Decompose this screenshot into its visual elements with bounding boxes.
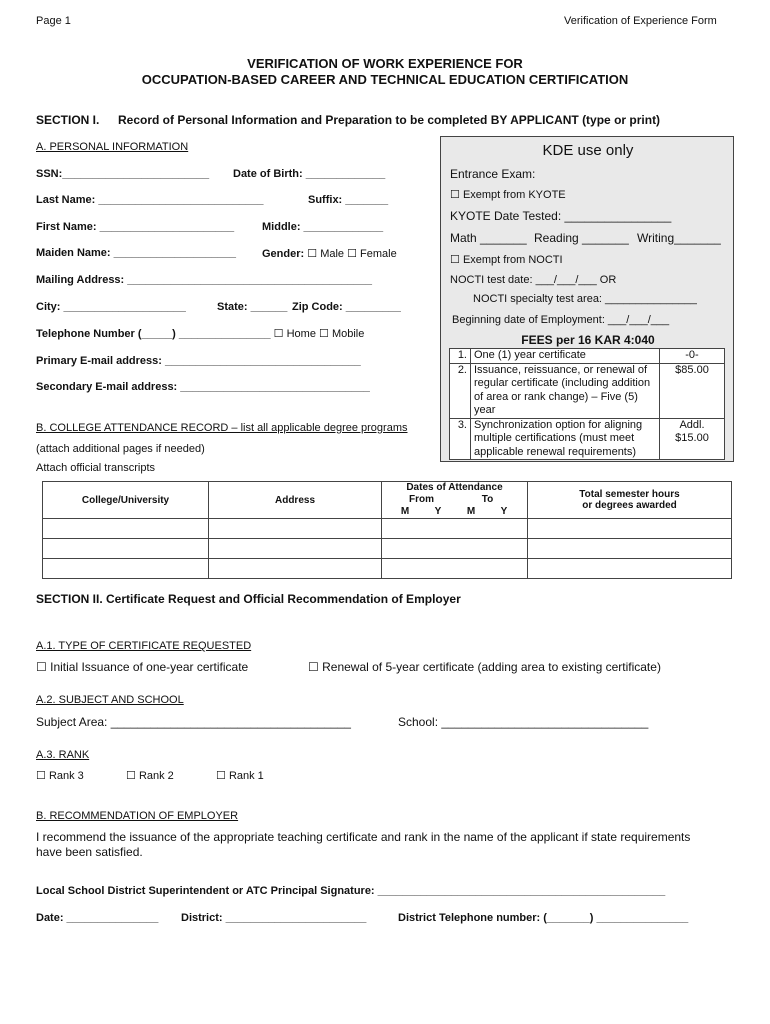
- home-label: Home: [286, 328, 316, 340]
- math-field[interactable]: Math _______: [450, 231, 527, 245]
- zip-field[interactable]: Zip Code: _________: [292, 301, 401, 313]
- college-cell[interactable]: [43, 519, 209, 539]
- dates-cell[interactable]: [382, 519, 528, 539]
- dates-cell[interactable]: [382, 539, 528, 559]
- table-row: [43, 559, 732, 579]
- ssn-field[interactable]: SSN:________________________: [36, 168, 210, 180]
- address-cell[interactable]: [209, 539, 382, 559]
- hours-line-2: or degrees awarded: [582, 500, 677, 511]
- form-name: Verification of Experience Form: [564, 15, 717, 27]
- rank-3-checkbox[interactable]: ☐: [36, 770, 46, 782]
- attach-pages-note: (attach additional pages if needed): [36, 443, 205, 455]
- nocti-date-field[interactable]: NOCTI test date: ___/___/___ OR: [450, 274, 617, 286]
- rank-heading: A.3. RANK: [36, 749, 90, 761]
- exempt-kyote-label: Exempt from KYOTE: [462, 189, 566, 201]
- initial-checkbox[interactable]: ☐: [36, 660, 47, 674]
- title-line-2: OCCUPATION-BASED CAREER AND TECHNICAL EDUCATION CERTIFICATION: [141, 72, 629, 87]
- female-label: Female: [360, 248, 397, 260]
- signature-field[interactable]: Local School District Superintendent or ATC Principal Signature: _______________________________________________: [36, 885, 666, 897]
- nocti-specialty-field[interactable]: NOCTI specialty test area: _______________: [473, 293, 697, 305]
- district-telephone-field[interactable]: District Telephone number: (_______) _______________: [398, 912, 689, 924]
- title-line-1: VERIFICATION OF WORK EXPERIENCE FOR: [247, 56, 523, 71]
- table-row: [450, 418, 725, 460]
- rank-2-label: Rank 2: [138, 770, 174, 782]
- district-field[interactable]: District: _______________________: [181, 912, 367, 924]
- hours-cell[interactable]: [528, 519, 732, 539]
- attach-transcripts-note: Attach official transcripts: [36, 462, 156, 474]
- exempt-nocti-checkbox[interactable]: ☐: [450, 254, 460, 266]
- kde-use-only-box: [440, 136, 734, 462]
- recommendation-text-2: have been satisfied.: [36, 845, 143, 859]
- primary-email-field[interactable]: Primary E-mail address: ________________________________: [36, 355, 361, 367]
- renewal-checkbox[interactable]: ☐: [308, 660, 319, 674]
- fee-description: Synchronization option for aligning multiple certifications (must meet applicable renewal requirements): [471, 418, 660, 460]
- fee-price: $85.00: [660, 363, 725, 418]
- state-field[interactable]: State: ______: [217, 301, 288, 313]
- fee-description: Issuance, reissuance, or renewal of regular certificate (including addition of area or rank change) – Five (5) year: [471, 363, 660, 418]
- college-table: [42, 481, 732, 579]
- college-heading: B. COLLEGE ATTENDANCE RECORD – list all applicable degree programs: [36, 422, 408, 434]
- table-header-row: [43, 482, 732, 519]
- exempt-kyote-checkbox[interactable]: ☐: [450, 189, 460, 201]
- section-1-heading: SECTION I.: [36, 113, 100, 127]
- table-row: [43, 539, 732, 559]
- home-checkbox[interactable]: ☐: [273, 328, 284, 340]
- rank-2-checkbox[interactable]: ☐: [126, 770, 136, 782]
- reading-field[interactable]: Reading _______: [534, 231, 629, 245]
- fees-title: FEES per 16 KAR 4:040: [521, 333, 655, 347]
- section-2-heading: SECTION II. Certificate Request and Official Recommendation of Employer: [36, 592, 461, 606]
- college-cell[interactable]: [43, 539, 209, 559]
- dates-m-1: M: [400, 506, 410, 517]
- col-dates: [382, 482, 528, 519]
- fee-price-line-2: $15.00: [675, 432, 709, 444]
- fee-description: One (1) year certificate: [471, 349, 660, 364]
- kde-title: KDE use only: [542, 142, 634, 159]
- city-field[interactable]: City: ____________________: [36, 301, 186, 313]
- dates-from: From: [409, 494, 434, 505]
- subject-area-field[interactable]: Subject Area: ____________________________________: [36, 715, 351, 729]
- recommendation-text-1: I recommend the issuance of the appropriate teaching certificate and rank in the name of the applicant if state requirements: [36, 830, 691, 844]
- dob-field[interactable]: Date of Birth: _____________: [233, 168, 386, 180]
- maiden-name-field[interactable]: Maiden Name: ____________________: [36, 247, 236, 259]
- col-college: College/University: [43, 482, 209, 519]
- dates-cell[interactable]: [382, 559, 528, 579]
- dates-y-2: Y: [500, 506, 508, 517]
- dates-m-2: M: [466, 506, 476, 517]
- rank-1-checkbox[interactable]: ☐: [216, 770, 226, 782]
- writing-field[interactable]: Writing_______: [637, 231, 721, 245]
- address-cell[interactable]: [209, 519, 382, 539]
- gender-group: [262, 247, 397, 260]
- dates-title: Dates of Attendance: [406, 482, 503, 493]
- employment-date-field[interactable]: Beginning date of Employment: ___/___/___: [452, 314, 670, 326]
- recommendation-heading: B. RECOMMENDATION OF EMPLOYER: [36, 810, 239, 822]
- hours-cell[interactable]: [528, 539, 732, 559]
- dates-to: To: [481, 494, 494, 505]
- telephone-field[interactable]: Telephone Number (_____) _______________: [36, 328, 271, 340]
- section-1-description: Record of Personal Information and Preparation to be completed BY APPLICANT (type or print): [118, 113, 661, 127]
- date-field[interactable]: Date: _______________: [36, 912, 159, 924]
- first-name-field[interactable]: First Name: ______________________: [36, 221, 235, 233]
- hours-line-1: Total semester hours: [579, 489, 680, 500]
- fee-number: 2.: [450, 363, 471, 418]
- dates-y-1: Y: [434, 506, 442, 517]
- secondary-email-field[interactable]: Secondary E-mail address: _______________________________: [36, 381, 370, 393]
- personal-info-heading: A. PERSONAL INFORMATION: [36, 141, 189, 153]
- hours-cell[interactable]: [528, 559, 732, 579]
- initial-label: Initial Issuance of one-year certificate: [50, 660, 249, 674]
- last-name-field[interactable]: Last Name: ___________________________: [36, 194, 264, 206]
- col-address: Address: [209, 482, 382, 519]
- telephone-group: [36, 327, 364, 340]
- entrance-exam-label: Entrance Exam:: [450, 167, 536, 181]
- subject-school-heading: A.2. SUBJECT AND SCHOOL: [36, 694, 184, 706]
- college-cell[interactable]: [43, 559, 209, 579]
- certificate-type-heading: A.1. TYPE OF CERTIFICATE REQUESTED: [36, 640, 252, 652]
- exempt-nocti-label: Exempt from NOCTI: [462, 254, 563, 266]
- fee-price-line-1: Addl.: [679, 418, 705, 431]
- fee-price: -0-: [660, 349, 725, 364]
- fees-table: [449, 348, 725, 460]
- fee-price: [660, 418, 725, 460]
- kyote-date-field[interactable]: KYOTE Date Tested: ________________: [450, 209, 672, 223]
- middle-name-field[interactable]: Middle: _____________: [262, 221, 384, 233]
- male-label: Male: [320, 248, 345, 260]
- rank-1-label: Rank 1: [228, 770, 264, 782]
- col-hours: [528, 482, 732, 519]
- renewal-label: Renewal of 5-year certificate (adding area to existing certificate): [322, 660, 661, 674]
- table-row: [450, 349, 725, 364]
- table-row: [450, 363, 725, 418]
- fee-number: 3.: [450, 418, 471, 460]
- mobile-checkbox[interactable]: ☐: [319, 328, 329, 340]
- school-field[interactable]: School: _______________________________: [398, 715, 649, 729]
- gender-label: Gender:: [262, 248, 305, 260]
- suffix-field[interactable]: Suffix: _______: [308, 194, 389, 206]
- rank-3-label: Rank 3: [48, 770, 84, 782]
- table-row: [43, 519, 732, 539]
- fee-number: 1.: [450, 349, 471, 364]
- address-cell[interactable]: [209, 559, 382, 579]
- male-checkbox[interactable]: ☐: [307, 248, 318, 260]
- female-checkbox[interactable]: ☐: [347, 248, 357, 260]
- mailing-address-field[interactable]: Mailing Address: ________________________________________: [36, 274, 372, 286]
- page-number: Page 1: [36, 15, 71, 27]
- mobile-label: Mobile: [331, 328, 365, 340]
